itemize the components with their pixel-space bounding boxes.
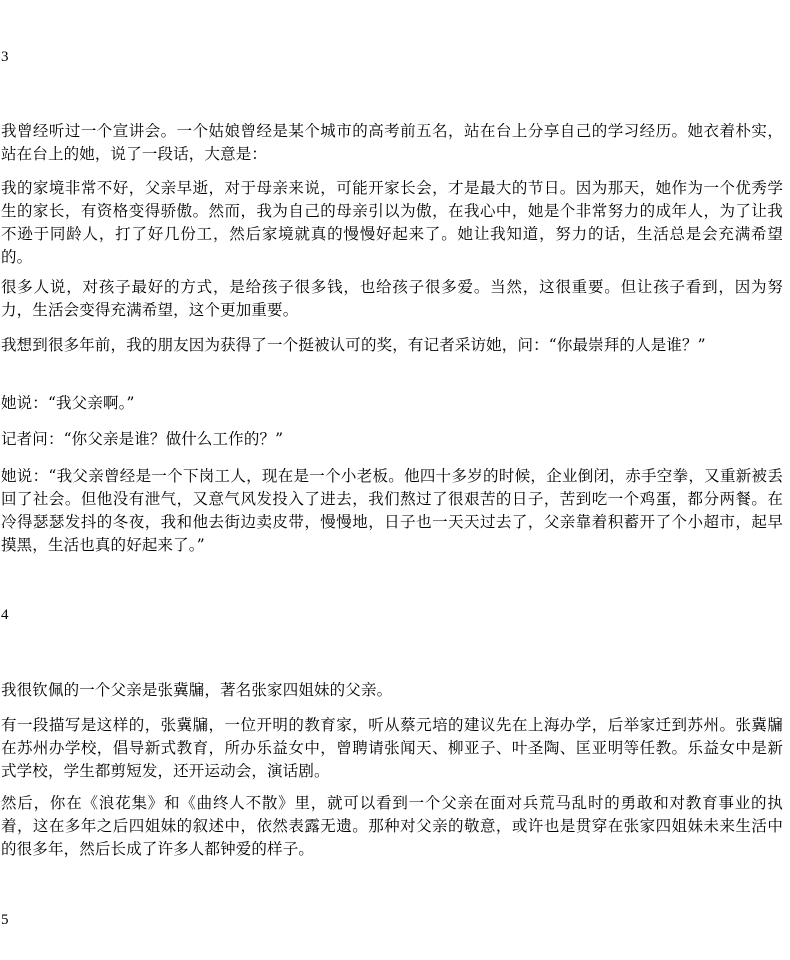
section-number: 5 [1, 912, 9, 928]
section-number: 4 [1, 607, 9, 623]
paragraph: 我很钦佩的一个父亲是张冀牖，著名张家四姐妹的父亲。 [1, 681, 393, 699]
paragraph: 我曾经听过一个宣讲会。一个姑娘曾经是某个城市的高考前五名，站在台上分享自己的学习经历。她衣着朴实，站在台上的她，说了一段话，大意是： [1, 122, 783, 163]
paragraph: 我想到很多年前，我的朋友因为获得了一个挺被认可的奖，有记者采访她，问：“你最崇拜的人是谁？” [1, 336, 706, 354]
paragraph: 然后，你在《浪花集》和《曲终人不散》里，就可以看到一个父亲在面对兵荒马乱时的勇敢和对教育事业的执着，这在多年之后四姐妹的叙述中，依然表露无遗。那种对父亲的敬意，或许也是贯穿在张家四姐妹未来生活中的很多年，然后长成了许多人都钟爱的样子。 [1, 794, 783, 858]
paragraph: 很多人说，对孩子最好的方式，是给孩子很多钱，也给孩子很多爱。当然，这很重要。但让孩子看到，因为努力，生活会变得充满希望，这个更加重要。 [1, 278, 783, 319]
paragraph: 我的家境非常不好，父亲早逝，对于母亲来说，可能开家长会，才是最大的节日。因为那天，她作为一个优秀学生的家长，有资格变得骄傲。然而，我为自己的母亲引以为傲，在我心中，她是个非常努力的成年人，为了让我不逊于同龄人，打了好几份工，然后家境就真的慢慢好起来了。她让我知道，努力的话，生活总是会充满希望的。 [1, 179, 783, 266]
paragraph: 有一段描写是这样的，张冀牖，一位开明的教育家，听从蔡元培的建议先在上海办学，后举家迁到苏州。张冀牖在苏州办学校，倡导新式教育，所办乐益女中，曾聘请张闻天、柳亚子、叶圣陶、匡亚明等任教。乐益女中是新式学校，学生都剪短发，还开运动会，演话剧。 [1, 716, 783, 780]
paragraph: 她说：“我父亲啊。” [1, 394, 135, 412]
paragraph: 记者问：“你父亲是谁？做什么工作的？” [1, 430, 284, 448]
section-number: 3 [1, 49, 9, 65]
paragraph: 她说：“我父亲曾经是一个下岗工人，现在是一个小老板。他四十多岁的时候，企业倒闭，赤手空拳，又重新被丢回了社会。但他没有泄气，又意气风发投入了进去，我们熬过了很艰苦的日子，苦到吃一个鸡蛋，都分两餐。在冷得瑟瑟发抖的冬夜，我和他去街边卖皮带，慢慢地，日子也一天天过去了，父亲靠着积蓄开了个小超市，起早摸黑，生活也真的好起来了。” [1, 467, 783, 554]
